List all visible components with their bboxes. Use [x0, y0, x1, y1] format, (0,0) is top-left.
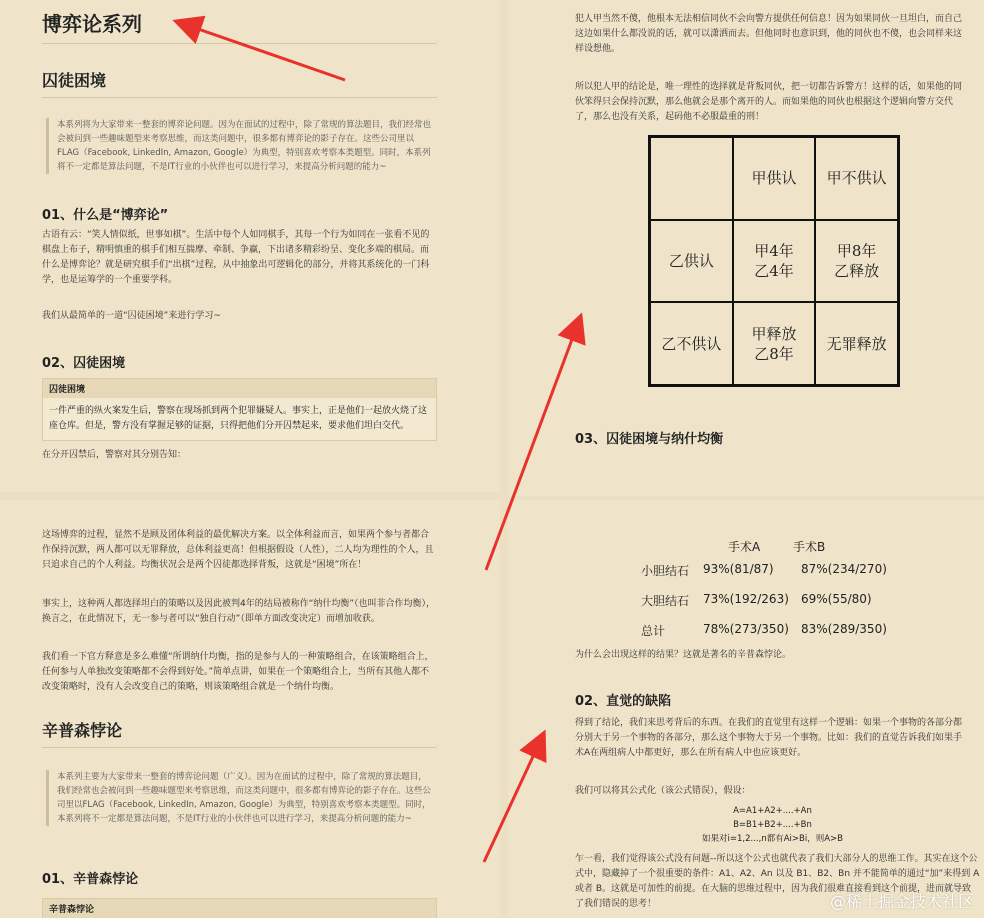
- row-small-a: 93%(81/87): [703, 562, 774, 576]
- section-title: 囚徒困境: [42, 71, 107, 90]
- matrix-header-b-silent: 乙不供认: [650, 302, 733, 385]
- formula-line-a: A=A1+A2+....+An: [733, 806, 812, 816]
- heading-what-is-game-theory: 01、什么是“博弈论”: [42, 208, 169, 223]
- paragraph-conclusion: 所以犯人甲的结论是，唯一理性的选择就是背叛同伙，把一切都告诉警方！这样的话，如果他的同伙笨得只会保持沉默，那么他就会是那个离开的人。而如果他的同伙也根据这个逻辑向警方交代了，那么也没有关系，起码他不必服最重的刑！: [575, 82, 963, 122]
- watermark: @稀土掘金技术社区: [829, 892, 974, 911]
- paragraph-lead-in: 我们从最简单的一道“囚徒困境”来进行学习~: [42, 311, 221, 321]
- surgery-col-b: 手术B: [793, 540, 826, 554]
- matrix-header-a-confess: 甲供认: [733, 137, 816, 220]
- row-label-total: 总计: [641, 624, 666, 638]
- matrix-cell: 甲8年 乙释放: [815, 220, 898, 303]
- arrow-to-title: [178, 22, 345, 80]
- arrow-to-matrix: [486, 318, 580, 570]
- paragraph-why: 为什么会出现这样的结果？这就是著名的辛普森悖论。: [575, 650, 792, 660]
- paragraph-intuition: 得到了结论，我们来思考背后的东西。在我们的直觉里有这样一个逻辑：如果一个事物的各部分都分别大于另一个事物的各部分，那么这个事物大于另一个事物。比如：我们的直觉告诉我们如果手术A在两组病人中都更好，那么在所有病人中也应该更好。: [575, 718, 963, 758]
- arrow-to-intuition: [484, 735, 543, 862]
- row-label-large: 大胆结石: [641, 594, 690, 608]
- paragraph-formalize: 我们可以将其公式化（该公式错误），假设：: [575, 786, 751, 796]
- matrix-header-b-confess: 乙供认: [650, 220, 733, 303]
- heading-simpson: 01、辛普森悖论: [42, 872, 139, 887]
- paragraph-nash: 事实上，这种两人都选择坦白的策略以及因此被判4年的结局被称作“纳什均衡”（也叫非合作均衡），换言之，在此情况下，无一参与者可以“独自行动”（即单方面改变决定）而增加收获。: [42, 599, 436, 624]
- formula-line-b: B=B1+B2+....+Bn: [733, 820, 812, 830]
- row-small-b: 87%(234/270): [801, 562, 887, 576]
- matrix-header-a-silent: 甲不供认: [815, 137, 898, 220]
- row-total-a: 78%(273/350): [703, 622, 789, 636]
- surgery-col-a: 手术A: [728, 540, 761, 554]
- row-total-b: 83%(289/350): [801, 622, 887, 636]
- intro-quote-simpson: 本系列主要为大家带来一整套的博弈论问题（广义）。因为在面试的过程中，除了常规的算法题目，我们经常也会被问到一些趣味题型来考察思维，而这类问题中，很多都有博弈论的影子存在。这些公司里以FLAG（Facebook, LinkedIn, Amazon, Google）为典型，特别喜欢考察本类题型。同时，本系列将不一定都是算法问题，不是IT行业的小伙伴也可以进行学习，来提高分析问题的能力~: [46, 770, 435, 826]
- row-label-small: 小胆结石: [641, 564, 690, 578]
- dilemma-box-body: 一件严重的纵火案发生后，警察在现场抓到两个犯罪嫌疑人。事实上，正是他们一起放火烧了这座仓库。但是，警方没有掌握足够的证据，只得把他们分开囚禁起来，要求他们坦白交代。: [49, 406, 428, 431]
- paragraph-hidden-condition: 乍一看，我们觉得该公式没有问题--所以这个公式也就代表了我们大部分人的思维工作。其实在这个公式中，隐藏掉了一个很重要的条件：A1、A2、An 以及 B1、B2、Bn 并不能简单的通过“加”来得到 A 或者 B。这就是可加性的前提。在大脑的思维过程中，因为我们很难直接看到这个前提，进而就导致了我们错误的思考！: [575, 854, 980, 909]
- row-large-a: 73%(192/263): [703, 592, 789, 606]
- formula-line-condition: 如果对i=1,2...,n都有Ai>Bi，则A>B: [702, 834, 843, 844]
- heading-nash-equilibrium: 03、囚徒困境与纳什均衡: [575, 432, 724, 447]
- series-title: 博弈论系列: [42, 12, 142, 36]
- heading-intuition-flaw: 02、直觉的缺陷: [575, 694, 672, 709]
- paragraph-official-definition: 我们看一下官方释意是多么难懂“所谓纳什均衡，指的是参与人的一种策略组合，在该策略组合上，任何参与人单独改变策略都不会得到好处。”简单点讲，如果在一个策略组合上，当所有其他人都不改变策略时，没有人会改变自己的策略，则该策略组合就是一个纳什均衡。: [42, 652, 434, 692]
- row-large-b: 69%(55/80): [801, 592, 872, 606]
- simpson-box-title: 辛普森悖论: [43, 899, 436, 918]
- heading-prisoners-dilemma: 02、囚徒困境: [42, 356, 126, 371]
- matrix-cell: 甲4年 乙4年: [733, 220, 816, 303]
- section-title-simpson: 辛普森悖论: [42, 721, 123, 740]
- paragraph-game-theory: 古语有云：“笑人情似纸，世事如棋”。生活中每个人如同棋手，其每一个行为如同在一张看不见的棋盘上布子，精明慎重的棋手们相互揣摩、牵制、争赢，下出诸多精彩纷呈、变化多端的棋局。而什么是博弈论？就是研究棋手们“出棋”过程，从中抽象出可逻辑化的部分，并将其系统化的一门科学，也是运筹学的一个重要学科。: [42, 230, 430, 285]
- paragraph-prisoner-a: 犯人甲当然不傻，他根本无法相信同伙不会向警方提供任何信息！因为如果同伙一旦坦白，而自己这边如果什么都没说的话，就可以潇洒而去。但他同时也意识到，他的同伙也不傻，也会同样来这样设想他。: [575, 14, 963, 54]
- matrix-cell: 甲释放 乙8年: [733, 302, 816, 385]
- dilemma-box-title: 囚徒困境: [43, 379, 436, 398]
- intro-quote: 本系列将为大家带来一整套的博弈论问题。因为在面试的过程中，除了常规的算法题目，我们经常也会被问到一些趣味题型来考察思维，而这类问题中，很多都有博弈论的影子存在。这些公司里以FLAG（Facebook, LinkedIn, Amazon, Google）为典型，特别喜欢考察本类题型。同时，本系列将不一定都是算法问题，不是IT行业的小伙伴也可以进行学习，来提高分析问题的能力~: [46, 118, 435, 174]
- paragraph-separated: 在分开囚禁后，警察对其分别告知：: [42, 450, 187, 460]
- paragraph-game-process: 这场博弈的过程，显然不是顾及团体利益的最优解决方案。以全体利益而言，如果两个参与者都合作保持沉默，两人都可以无罪释放，总体利益更高！但根据假设（人性），二人均为理性的个人，且只追求自己的个人利益。均衡状况会是两个囚徒都选择背叛，这就是“困境”所在！: [42, 530, 434, 570]
- matrix-cell: 无罪释放: [815, 302, 898, 385]
